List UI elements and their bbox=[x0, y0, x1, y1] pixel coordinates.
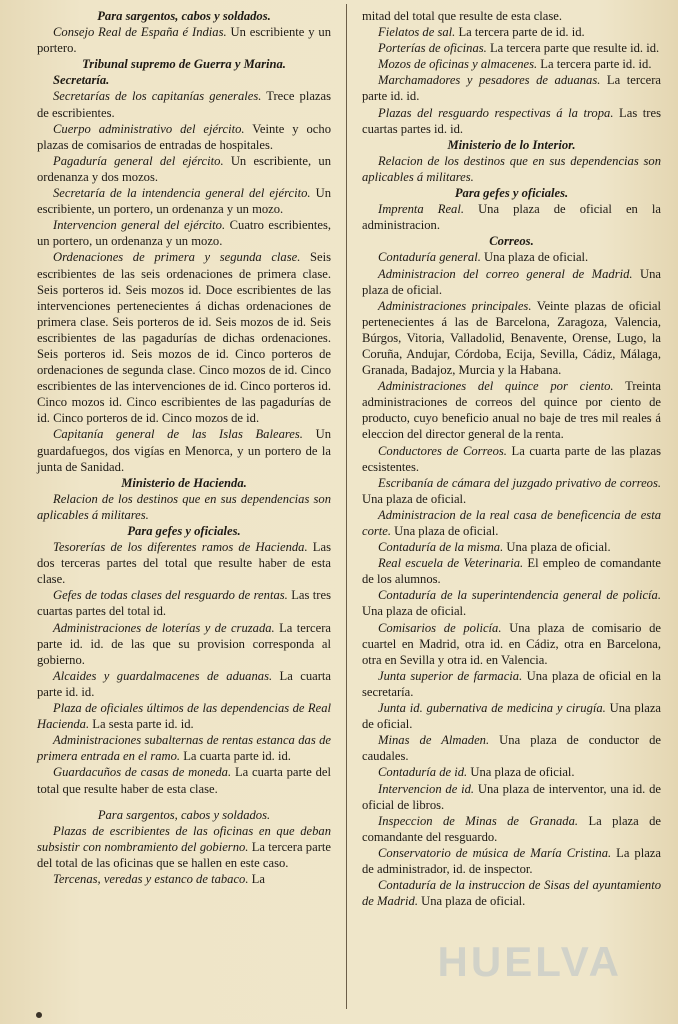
paragraph bbox=[37, 823, 331, 871]
paragraph bbox=[37, 88, 331, 120]
paragraph bbox=[362, 620, 661, 668]
entry-body: Cuatro escribientes, un portero, un ordenanza y un mozo. bbox=[37, 218, 332, 249]
entry-title: Capitanía general de las Islas Baleares. bbox=[53, 427, 303, 442]
entry-title: Plazas de escribientes de las oficinas en que deban subsistir con nombramiento del gobierno. bbox=[37, 823, 331, 854]
entry-title: Intervencion de id. bbox=[378, 781, 475, 796]
entry-body: Una plaza de oficial. bbox=[480, 250, 589, 265]
section-heading: Ministerio de Hacienda. bbox=[121, 475, 247, 490]
paragraph bbox=[362, 813, 661, 845]
entry-body: Una plaza de oficial. bbox=[362, 266, 661, 297]
entry-body: Las tres cuartas partes id. id. bbox=[362, 105, 661, 136]
entry-body: Una plaza de comisario de cuartel en Madrid, otra id. en Cádiz, otra en Barcelona, otra en Sevilla y otra id. en Valencia. bbox=[362, 620, 661, 667]
library-watermark: HUELVA bbox=[437, 938, 622, 985]
entry-title: Administraciones de loterías y de cruzada. bbox=[53, 620, 275, 635]
entry-title: Plaza de oficiales últimos de las dependencias de Real Hacienda. bbox=[37, 701, 331, 732]
paragraph bbox=[37, 587, 331, 619]
entry-body: Una plaza de interventor, una id. de oficial de libros. bbox=[362, 781, 661, 812]
entry-title: Junta superior de farmacia. bbox=[378, 668, 523, 683]
entry-title: Secretaría de la intendencia general del ejército. bbox=[53, 186, 311, 201]
paragraph bbox=[37, 249, 331, 426]
entry-body: La cuarta parte del total que resulte haber de esta clase. bbox=[37, 765, 331, 796]
entry-title: Intervencion general del ejército. bbox=[53, 218, 226, 233]
section-heading: Para gefes y oficiales. bbox=[454, 186, 569, 201]
paragraph bbox=[362, 877, 661, 909]
entry-title: Porterías de oficinas. bbox=[378, 41, 487, 56]
paragraph bbox=[37, 491, 331, 523]
paragraph bbox=[37, 72, 331, 88]
paragraph bbox=[362, 72, 661, 104]
paragraph bbox=[362, 555, 661, 587]
section-heading: Tribunal supremo de Guerra y Marina. bbox=[82, 57, 286, 72]
entry-body: La sesta parte id. id. bbox=[89, 717, 194, 732]
paragraph bbox=[362, 153, 661, 185]
paragraph bbox=[362, 700, 661, 732]
section-heading: Correos. bbox=[489, 234, 534, 249]
paragraph bbox=[362, 587, 661, 619]
paragraph bbox=[362, 475, 661, 507]
paragraph bbox=[37, 700, 331, 732]
entry-title: Marchamadores y pesadores de aduanas. bbox=[378, 73, 601, 88]
entry-body: La tercera parte de id. id. bbox=[455, 25, 585, 40]
entry-body: Una plaza de oficial en la administracion. bbox=[362, 202, 661, 233]
entry-title: Relacion de los destinos que en sus dependencias son aplicables á militares. bbox=[362, 153, 661, 184]
paragraph bbox=[362, 40, 661, 56]
paragraph bbox=[362, 539, 661, 555]
entry-title: Administraciones principales. bbox=[378, 298, 532, 313]
section-heading: Para sargentos, cabos y soldados. bbox=[97, 807, 271, 822]
left-column bbox=[37, 8, 331, 887]
paragraph bbox=[37, 620, 331, 668]
entry-body: La tercera parte que resulte id. id. bbox=[486, 41, 660, 56]
paragraph bbox=[37, 732, 331, 764]
entry-title: Junta id. gubernativa de medicina y cirugía. bbox=[378, 701, 606, 716]
paragraph bbox=[362, 105, 661, 137]
entry-title: Administracion de la real casa de beneficencia de esta corte. bbox=[362, 507, 661, 538]
entry-body: Una plaza de oficial. bbox=[417, 894, 526, 909]
section-heading: Para gefes y oficiales. bbox=[127, 524, 241, 538]
entry-body: Un escribiente y un portero. bbox=[37, 25, 332, 56]
entry-title: Guardacuños de casas de moneda. bbox=[53, 765, 232, 780]
entry-title: Secretaría. bbox=[53, 73, 110, 88]
entry-body: Las tres cuartas partes del total id. bbox=[37, 588, 331, 619]
entry-title: Fielatos de sal. bbox=[378, 25, 456, 40]
paragraph bbox=[362, 845, 661, 877]
paragraph bbox=[37, 668, 331, 700]
paragraph bbox=[362, 24, 661, 40]
entry-title: Secretarías de los capitanías generales. bbox=[53, 89, 262, 104]
paragraph bbox=[362, 781, 661, 813]
entry-title: Contaduría general. bbox=[378, 250, 481, 265]
paragraph bbox=[362, 249, 661, 265]
entry-title: Real escuela de Veterinaria. bbox=[378, 556, 524, 571]
entry-body: Una plaza de oficial. bbox=[503, 540, 611, 555]
paragraph bbox=[362, 266, 661, 298]
paragraph bbox=[37, 121, 331, 153]
entry-body: Una plaza de conductor de caudales. bbox=[362, 733, 662, 764]
section-heading: Para sargentos, cabos y soldados. bbox=[97, 9, 271, 23]
paragraph bbox=[362, 378, 661, 442]
entry-title: Conductores de Correos. bbox=[378, 443, 507, 458]
paragraph bbox=[37, 871, 331, 887]
entry-body: La cuarta parte id. id. bbox=[37, 668, 331, 699]
entry-body: Las dos terceras partes del total que resulte haber de esta clase. bbox=[37, 540, 331, 587]
entry-body: Un escribiente, un portero, un ordenanza y un mozo. bbox=[37, 186, 331, 217]
paragraph bbox=[37, 764, 331, 796]
paragraph bbox=[362, 764, 661, 780]
entry-title: Ordenaciones de primera y segunda clase. bbox=[53, 250, 301, 265]
section-heading: Ministerio de lo Interior. bbox=[447, 137, 576, 152]
entry-body: La tercera parte id. id. bbox=[362, 73, 661, 104]
entry-body: Una plaza de oficial. bbox=[362, 701, 661, 732]
paragraph bbox=[362, 56, 661, 72]
entry-body: La cuarta parte de las plazas ecsistentes. bbox=[362, 443, 661, 474]
entry-body: Una plaza de oficial. bbox=[391, 524, 499, 538]
ink-dot bbox=[36, 1012, 42, 1018]
paragraph bbox=[362, 668, 661, 700]
entry-title: Minas de Almaden. bbox=[378, 733, 490, 748]
entry-title: Tesorerías de los diferentes ramos de Hacienda. bbox=[53, 540, 308, 555]
entry-title: Pagaduría general del ejército. bbox=[53, 153, 224, 168]
entry-title: Gefes de todas clases del resguardo de rentas. bbox=[53, 588, 288, 603]
entry-body: Una plaza de oficial. bbox=[362, 491, 467, 506]
entry-title: Administraciones del quince por ciento. bbox=[378, 379, 614, 394]
entry-title: Administraciones subalternas de rentas estanca das de primera entrada en el ramo. bbox=[37, 733, 331, 764]
paragraph bbox=[37, 539, 331, 587]
paragraph bbox=[362, 201, 661, 233]
entry-body: Un escribiente, un ordenanza y dos mozos. bbox=[37, 153, 331, 184]
entry-title: Tercenas, veredas y estanco de tabaco. bbox=[53, 871, 249, 886]
paragraph bbox=[37, 426, 331, 474]
entry-title: Mozos de oficinas y almacenes. bbox=[378, 57, 538, 72]
entry-body: La bbox=[248, 871, 265, 886]
paragraph bbox=[37, 185, 331, 217]
entry-body: Veinte y ocho plazas de comisarios de entradas de hospitales. bbox=[37, 121, 331, 152]
entry-body: Trece plazas de escribientes. bbox=[37, 89, 332, 120]
entry-body: Un guardafuegos, dos vigías en Menorca, y un portero de la junta de Sanidad. bbox=[37, 427, 331, 474]
entry-body: Una plaza de oficial en la secretaría. bbox=[362, 668, 662, 699]
entry-body: Seis escribientes de las seis ordenaciones de primera clase. Seis porteros id. Seis mozos id. Doce escribientes de las intervenciones pertenecientes á dichas ordenaciones de primera clase. Seis porteros de id. Seis mozos de id. Seis escribientes de las pagadurías de dichas ordenaciones. Seis porteros id. Seis mozos de id. Cinco porteros de ordenaciones de segunda clase. Cinco mozos de id. Cinco escribientes de las intervenciones de id. Cinco porteros id. Cinco mozos id. Cinco escribientes de las pagadurías de id. Cinco porteros de id. Cinco mozos de id. bbox=[37, 250, 331, 426]
paragraph bbox=[37, 217, 331, 249]
entry-title: Contaduría de la misma. bbox=[378, 540, 504, 555]
entry-title: Cuerpo administrativo del ejército. bbox=[53, 121, 245, 136]
entry-title: Relacion de los destinos que en sus dependencias son aplicables á militares. bbox=[37, 491, 331, 522]
entry-title: Administracion del correo general de Madrid. bbox=[378, 266, 633, 281]
entry-title: Plazas del resguardo respectivas á la tropa. bbox=[378, 105, 614, 120]
entry-body: Veinte plazas de oficial pertenecientes á las de Barcelona, Zaragoza, Valencia, Búrgos, Vitoria, Valladolid, Benavente, Orense, Lugo, la Coruña, Andujar, Córdoba, Ecija, Sevilla, Cádiz, Málaga, Granada, Badajoz, Murcia y la Habana. bbox=[362, 298, 661, 378]
paragraph bbox=[362, 732, 661, 764]
paragraph bbox=[37, 24, 331, 56]
entry-body: La tercera parte id. id. de las que su provision corresponda al gobierno. bbox=[37, 620, 331, 667]
entry-body: La plaza de administrador, id. de inspector. bbox=[362, 845, 661, 876]
entry-body: La tercera parte id. id. bbox=[537, 57, 652, 72]
entry-title: Contaduría de la instruccion de Sisas del ayuntamiento de Madrid. bbox=[362, 878, 661, 909]
entry-title: Comisarios de policía. bbox=[378, 620, 502, 635]
paragraph bbox=[362, 443, 661, 475]
entry-body: La cuarta parte id. id. bbox=[180, 749, 291, 764]
entry-title: Consejo Real de España é Indias. bbox=[53, 25, 227, 40]
entry-title: Escribanía de cámara del juzgado privativo de correos. bbox=[378, 475, 661, 490]
entry-title: Imprenta Real. bbox=[378, 202, 464, 217]
entry-body: El empleo de comandante de los alumnos. bbox=[362, 556, 661, 587]
paragraph: mitad del total que resulte de esta clase. bbox=[362, 9, 563, 23]
entry-body: Treinta administraciones de correos del quince por ciento de producto, cuyo beneficio anual no baje de tres mil reales á eleccion del director general de la renta. bbox=[362, 379, 661, 442]
entry-body: La tercera parte del total de las oficinas que se hallen en este caso. bbox=[37, 839, 331, 870]
paragraph bbox=[37, 153, 331, 185]
entry-body: Una plaza de oficial. bbox=[362, 604, 467, 619]
right-column bbox=[362, 8, 661, 909]
spacer bbox=[37, 797, 331, 807]
column-divider bbox=[346, 4, 347, 1009]
entry-body: Una plaza de oficial. bbox=[467, 765, 575, 780]
entry-title: Conservatorio de música de María Cristina. bbox=[378, 845, 612, 860]
entry-title: Contaduría de la superintendencia general de policía. bbox=[378, 588, 661, 603]
paragraph bbox=[362, 507, 661, 539]
entry-title: Contaduría de id. bbox=[378, 765, 468, 780]
paragraph bbox=[362, 298, 661, 378]
entry-title: Inspeccion de Minas de Granada. bbox=[378, 813, 579, 828]
entry-body: La plaza de comandante del resguardo. bbox=[362, 813, 662, 844]
entry-title: Alcaides y guardalmacenes de aduanas. bbox=[53, 668, 273, 683]
